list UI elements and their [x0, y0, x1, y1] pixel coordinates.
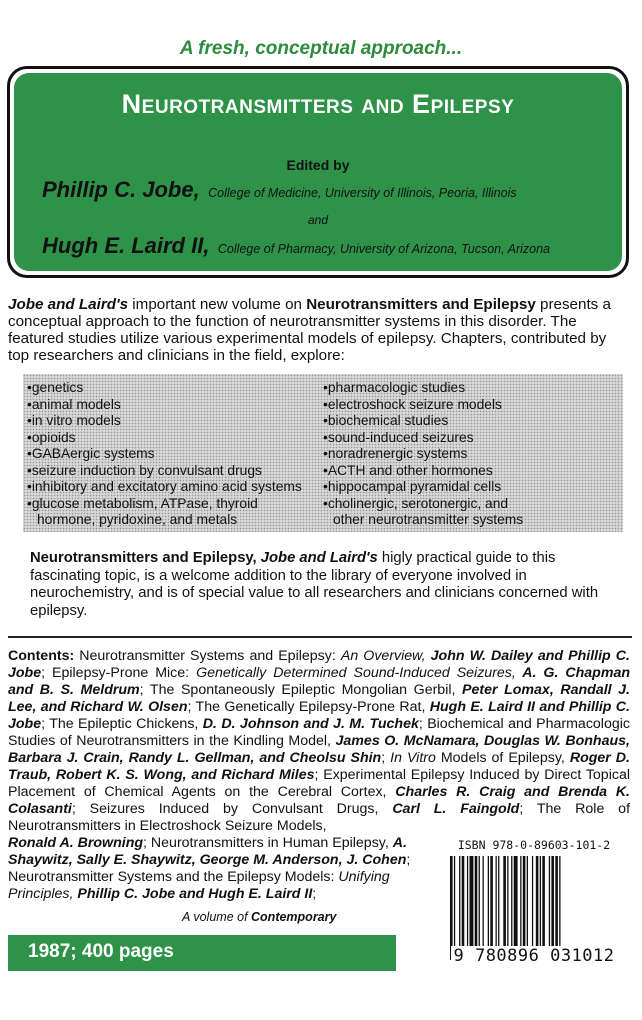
topic-item: • GABAergic systems [27, 446, 323, 463]
contents-text: ; The Spontaneously Epileptic Mongolian Gerbil, [139, 682, 463, 698]
editor-1 [42, 177, 622, 203]
topic-item: • inhibitory and excitatory amino acid systems [27, 479, 323, 496]
contents-text: ; Seizures Induced by Convulsant Drugs, [71, 801, 393, 817]
topic-item: • opioids [27, 430, 323, 447]
barcode-bar [511, 856, 512, 960]
divider [8, 636, 632, 638]
publication-info: 1987; 400 pages [28, 941, 174, 962]
contents-authors: A. G. Chapman and B. S. Meldrum [8, 665, 631, 698]
barcode-bar [496, 856, 497, 960]
topic-item: • ACTH and other hormones [323, 463, 619, 480]
intro-authors: Jobe and Laird's [8, 296, 129, 313]
isbn-text: ISBN 978-0-89603-101-2 [457, 838, 611, 852]
barcode-bar [532, 856, 533, 960]
contents-italic: An Overview, [340, 648, 426, 664]
summary-paragraph [30, 550, 630, 620]
barcode-bar [470, 856, 474, 960]
edited-by: Edited by [286, 157, 350, 173]
topic-item: • seizure induction by convulsant drugs [27, 463, 323, 480]
contents-text: ; Neurotransmitters in Human Epilepsy, [143, 835, 393, 851]
barcode [448, 856, 620, 960]
book-title: Neurotransmitters and Epilepsy [121, 89, 515, 119]
barcode-bar [527, 856, 528, 960]
topic-item-text: glucose metabolism, ATPase, thyroid [31, 495, 258, 511]
barcode-bar [490, 856, 493, 960]
barcode-digits [436, 946, 632, 966]
editor-2-affiliation: College of Pharmacy, University of Arizona, Tucson, Arizona [217, 242, 550, 256]
contents-text: ; The Genetically Epilepsy-Prone Rat, [187, 699, 430, 715]
barcode-bar [536, 856, 539, 960]
barcode-bar [555, 856, 558, 960]
barcode-bar [475, 856, 478, 960]
topic-item: • animal models [27, 397, 323, 414]
contents-narrow-block [8, 835, 428, 903]
contents-text: ; Biochemical and Pharmacologic Studies of Neurotransmitters in the Kindling Model, [8, 716, 630, 749]
contents-authors: Roger D. Traub, Robert K. S. Wong, and Richard Miles [8, 750, 630, 783]
contents-italic: In Vitro [390, 750, 436, 766]
contents-text: ; [381, 750, 391, 766]
summary-authors: Jobe and Laird's [256, 550, 378, 566]
intro-book-title: Neurotransmitters and Epilepsy [306, 296, 536, 313]
intro-text-2: presents a conceptual approach to the function of neurotransmitter systems in this disorder. The featured studies utilize various experimental models of epilepsy. Chapters, contributed by top researchers and clinicians in the field, explore: [8, 296, 611, 364]
editor-1-name: Phillip C. Jobe, [42, 177, 200, 202]
barcode-bar [479, 856, 480, 960]
contents-text: ; The Role of Neurotransmitters in Electroshock Seizure Models, [8, 801, 631, 834]
topics-box [23, 374, 623, 532]
contents-text: ; Epilepsy-Prone Mice: [41, 665, 197, 681]
topic-item-continuation: other neurotransmitter systems [333, 512, 524, 527]
barcode-bar [507, 856, 508, 960]
topic-item: • sound-induced seizures [323, 430, 619, 447]
contents-authors: James O. McNamara, Douglas W. Bonhaus, Barbara J. Crain, Randy L. Gellman, and Cheolsu Shin [8, 733, 630, 766]
tagline: A fresh, conceptual approach... [179, 38, 463, 59]
editor-2 [42, 233, 622, 259]
barcode-digits-text: 9 780896 031012 [453, 946, 615, 966]
editor-1-affiliation: College of Medicine, University of Illinois, Peoria, Illinois [208, 186, 517, 200]
contents-authors: A. Shaywitz, Sally E. Shaywitz, George M. Anderson, J. Cohen [8, 835, 407, 868]
barcode-bar [459, 856, 460, 960]
topic-item-continuation: hormone, pyridoxine, and metals [37, 512, 238, 527]
barcode-bar [551, 856, 554, 960]
topic-item [27, 496, 323, 529]
barcode-bar [450, 856, 453, 960]
barcode-bar [514, 856, 518, 960]
topic-item: • genetics [27, 380, 323, 397]
barcode-bar [542, 856, 545, 960]
intro-text-1: important new volume on [128, 296, 307, 313]
contents-italic: Unifying Principles, [8, 869, 390, 902]
barcode-bar [523, 856, 526, 960]
summary-text: higly practical guide to this fascinating topic, is a welcome addition to the library of everyone involved in neurochemistry, and is of special value to all researchers and clinicians concerned with epilepsy. [30, 550, 599, 619]
contents-text: ; Experimental Epilepsy Induced by Direct Topical Placement of Chemical Agents on the Cerebral Cortex, [8, 767, 630, 800]
barcode-bar [498, 856, 499, 960]
contents-authors: Carl L. Faingold [392, 801, 520, 817]
contents-authors: Ronald A. Browning [8, 835, 144, 851]
topics-left-column [27, 380, 323, 532]
barcode-bar [559, 856, 560, 960]
contents-text: Neurotransmitter Systems and Epilepsy: [74, 648, 341, 664]
contents-authors: Charles R. Craig and Brenda K. Colasanti [8, 784, 631, 817]
contents-authors: Peter Lomax, Randall J. Lee, and Richard W. Olsen [8, 682, 631, 715]
topic-item: • electroshock seizure models [323, 397, 619, 414]
barcode-bar [454, 856, 455, 960]
contents-authors: John W. Dailey and Phillip C. Jobe [8, 648, 630, 681]
contents-text: ; Neurotransmitter Systems and the Epilepsy Models: [8, 852, 411, 885]
contents-authors: Hugh E. Laird II and Phillip C. Jobe [8, 699, 630, 732]
summary-book-title: Neurotransmitters and Epilepsy, [30, 550, 257, 566]
contents-text: ; [312, 886, 317, 902]
topic-item: • in vitro models [27, 413, 323, 430]
barcode-bar [503, 856, 506, 960]
topic-item: • noradrenergic systems [323, 446, 619, 463]
topic-item: • hippocampal pyramidal cells [323, 479, 619, 496]
publication-bar [8, 935, 396, 971]
volume-note [182, 910, 336, 924]
topic-item: • biochemical studies [323, 413, 619, 430]
contents-text: Models of Epilepsy, [435, 750, 570, 766]
and-word: and [307, 213, 329, 227]
intro-paragraph [8, 296, 630, 364]
topic-item [323, 496, 619, 529]
contents-authors: Phillip C. Jobe and Hugh E. Laird II [73, 886, 313, 902]
title-frame [7, 66, 629, 278]
barcode-bar [549, 856, 550, 960]
barcode-bar [520, 856, 521, 960]
title-panel [14, 73, 622, 271]
barcode-bar [483, 856, 484, 960]
topics-right-column [323, 380, 619, 532]
barcode-bar [467, 856, 468, 960]
contents-text: ; The Epileptic Chickens, [41, 716, 203, 732]
contents-italic: Genetically Determined Sound-Induced Seizures, [196, 665, 516, 681]
contents-authors: D. D. Johnson and J. M. Tuchek [202, 716, 419, 732]
barcode-bar [488, 856, 489, 960]
editor-2-name: Hugh E. Laird II, [42, 233, 210, 258]
barcode-bar [462, 856, 465, 960]
barcode-bar [540, 856, 541, 960]
contents-label: Contents: [8, 648, 75, 664]
volume-note-prefix: A volume of [182, 910, 252, 924]
volume-note-series: Contemporary [251, 910, 337, 924]
topic-item: • pharmacologic studies [323, 380, 619, 397]
topic-item-text: cholinergic, serotonergic, and [327, 495, 509, 511]
